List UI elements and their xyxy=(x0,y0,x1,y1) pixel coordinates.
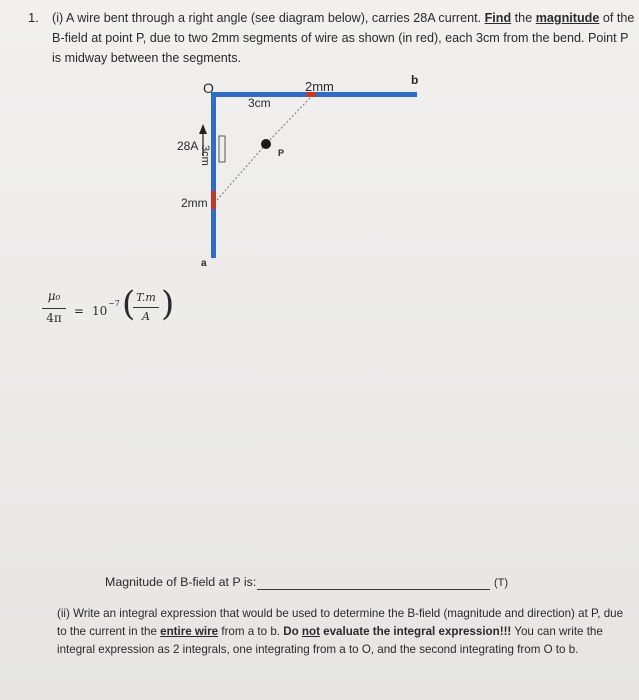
formula-unit-bottom: A xyxy=(142,310,150,323)
question-rest: of the B-field at point P, due to two 2mm segments of wire as shown (in red), each 3cm from the bend. Point P is midway between the segments. xyxy=(52,11,635,65)
side-segment-label: 2mm xyxy=(181,196,208,210)
side-red-segment xyxy=(211,191,216,209)
mu0-formula xyxy=(40,285,200,335)
current-arrow-head xyxy=(199,124,207,134)
label-p: P xyxy=(278,148,285,158)
side-distance-label: 3cm xyxy=(199,145,211,166)
question-intro: A wire bent through a right angle (see diagram below), carries 28A current. xyxy=(63,11,485,25)
entire-wire-keyword: entire wire xyxy=(160,625,219,638)
diagram-svg xyxy=(0,0,639,300)
formula-right-paren: ) xyxy=(161,284,175,324)
current-label: 28A xyxy=(177,139,199,153)
formula-denominator: 4π xyxy=(46,311,62,325)
not-keyword: not xyxy=(301,625,320,638)
point-p-dot xyxy=(261,139,271,149)
label-b: b xyxy=(411,73,419,87)
dashed-line-top xyxy=(266,98,310,144)
side-distance-bracket xyxy=(219,136,225,162)
wire-diagram xyxy=(0,0,639,300)
top-segment-label: 2mm xyxy=(305,79,334,94)
answer-unit: (T) xyxy=(494,577,509,589)
formula-left-paren: ( xyxy=(122,284,136,324)
part-ii-tail: You can write the integral expression as 2 integrals, one integrating from a to O, and the second integrating from O to b. xyxy=(57,625,603,656)
formula-unit-bar xyxy=(133,307,159,308)
part-i-label: (i) xyxy=(52,11,64,25)
label-o: O xyxy=(203,80,214,96)
part-ii-from: from a to b. xyxy=(218,625,284,638)
question-the: the xyxy=(511,11,536,25)
dashed-line-side xyxy=(217,144,266,200)
formula-exponent: −7 xyxy=(108,299,120,308)
answer-prompt: Magnitude of B-field at P is: xyxy=(105,575,257,589)
formula-coefficient: 10 xyxy=(92,304,108,318)
formula-unit-top: T.m xyxy=(136,291,156,304)
answer-blank[interactable] xyxy=(257,589,490,590)
label-a: a xyxy=(201,258,207,269)
part-ii-label: (ii) Write an integral expression that would be used to determine the B-field (magnitude and direction) at P, due to the current in the xyxy=(57,607,624,638)
part-ii-evaluate: evaluate the integral expression!!! xyxy=(319,625,512,638)
find-keyword: Find xyxy=(484,11,512,25)
formula-fraction-bar xyxy=(42,308,66,309)
formula-numerator: μ₀ xyxy=(47,289,61,303)
formula-equals: = xyxy=(74,304,85,318)
part-ii-do: Do xyxy=(283,625,302,638)
top-distance-label: 3cm xyxy=(248,96,271,110)
question-number: 1. xyxy=(28,10,39,25)
vertical-wire xyxy=(211,94,216,258)
magnitude-keyword: magnitude xyxy=(535,11,600,25)
part-ii-text xyxy=(57,605,627,659)
